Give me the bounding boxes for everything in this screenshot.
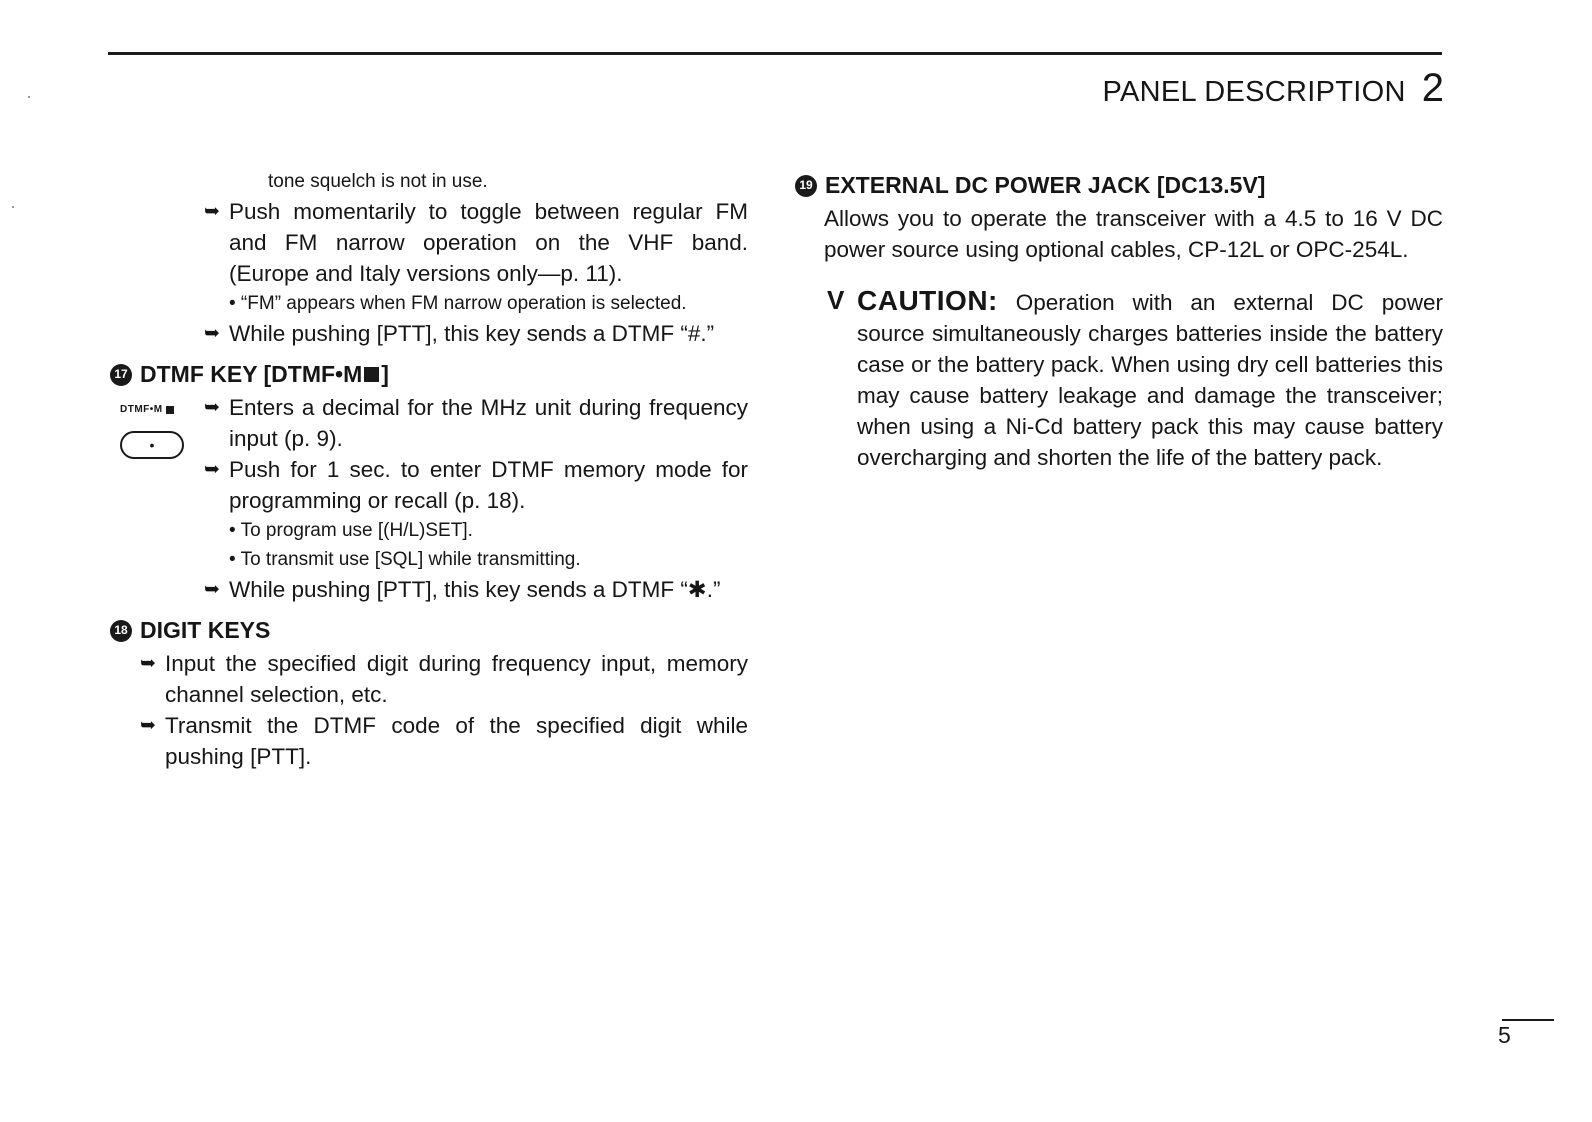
arrow-icon: ➥ bbox=[204, 201, 220, 222]
list-item bbox=[108, 196, 748, 289]
caution-block bbox=[807, 285, 1443, 473]
item-text: While pushing [PTT], this key sends a DTMF “✱.” bbox=[229, 577, 721, 602]
list-item bbox=[108, 454, 748, 516]
key-button-icon bbox=[120, 431, 184, 459]
footer-rule bbox=[1502, 1019, 1554, 1021]
scan-mark bbox=[12, 206, 14, 208]
caution-body-text: Operation with an external DC power source simultaneously charges batteries inside the battery case or the battery pack. When using dry cell batteries this may cause battery leakage and damage the transceiver; when using a Ni-Cd battery pack this may cause battery overcharging and shorten the life of the battery pack. bbox=[857, 290, 1443, 470]
section-17-heading bbox=[108, 359, 748, 390]
scan-mark bbox=[28, 96, 30, 98]
page-header bbox=[1103, 66, 1444, 111]
caution-icon: V bbox=[827, 285, 845, 315]
list-item bbox=[108, 574, 748, 605]
section-17-title-end: ] bbox=[381, 361, 389, 387]
arrow-icon: ➥ bbox=[140, 715, 156, 736]
item-text: Input the specified digit during frequency input, memory channel selection, etc. bbox=[165, 651, 748, 707]
caution-label: CAUTION: bbox=[857, 285, 998, 316]
section-19-heading bbox=[799, 170, 1443, 201]
dtmf-key-illustration bbox=[120, 394, 190, 459]
chapter-number: 2 bbox=[1421, 66, 1444, 110]
key-label bbox=[120, 394, 190, 425]
arrow-icon: ➥ bbox=[204, 397, 220, 418]
right-column bbox=[799, 170, 1443, 473]
item-text: Push for 1 sec. to enter DTMF memory mode for programming or recall (p. 18). bbox=[229, 457, 748, 513]
arrow-icon: ➥ bbox=[204, 579, 220, 600]
continued-line: tone squelch is not in use. bbox=[268, 171, 488, 192]
item-text: Push momentarily to toggle between regular FM and FM narrow operation on the VHF band. (Europe and Italy versions only—p. 11). bbox=[229, 199, 748, 286]
section-19-body: Allows you to operate the transceiver with a 4.5 to 16 V DC power source using optional cables, CP-12L or OPC-254L. bbox=[824, 206, 1443, 262]
section-18-title: DIGIT KEYS bbox=[140, 617, 271, 643]
note-fm: • “FM” appears when FM narrow operation is selected. bbox=[229, 293, 687, 314]
left-column bbox=[108, 167, 748, 772]
dtmf-key-row bbox=[108, 392, 748, 454]
caution-text bbox=[857, 285, 1443, 473]
key-button-symbol: • bbox=[149, 437, 155, 453]
arrow-icon: ➥ bbox=[204, 323, 220, 344]
item-text: Transmit the DTMF code of the specified digit while pushing [PTT]. bbox=[165, 713, 748, 769]
list-item bbox=[108, 318, 748, 349]
circled-number-17: 17 bbox=[110, 364, 132, 386]
section-19-title: EXTERNAL DC POWER JACK [DC13.5V] bbox=[825, 172, 1266, 198]
section-18-heading bbox=[108, 615, 748, 646]
arrow-icon: ➥ bbox=[140, 653, 156, 674]
list-item bbox=[108, 710, 748, 772]
header-rule bbox=[108, 52, 1442, 55]
item-text: While pushing [PTT], this key sends a DTMF “#.” bbox=[229, 321, 715, 346]
note-transmit: • To transmit use [SQL] while transmitting. bbox=[229, 549, 581, 570]
circled-number-19: 19 bbox=[795, 175, 817, 197]
circled-number-18: 18 bbox=[110, 620, 132, 642]
header-title: PANEL DESCRIPTION bbox=[1102, 76, 1406, 108]
arrow-icon: ➥ bbox=[204, 459, 220, 480]
list-item bbox=[108, 648, 748, 710]
square-key-icon bbox=[364, 367, 379, 382]
section-17-title: DTMF KEY [DTMF•M bbox=[140, 361, 363, 387]
square-key-icon bbox=[166, 406, 174, 414]
page-number: 5 bbox=[1498, 1022, 1511, 1048]
list-item bbox=[108, 392, 748, 454]
note-program: • To program use [(H/L)SET]. bbox=[229, 520, 473, 541]
item-text: Enters a decimal for the MHz unit during frequency input (p. 9). bbox=[229, 395, 748, 451]
key-label-text: DTMF•M bbox=[120, 404, 163, 415]
